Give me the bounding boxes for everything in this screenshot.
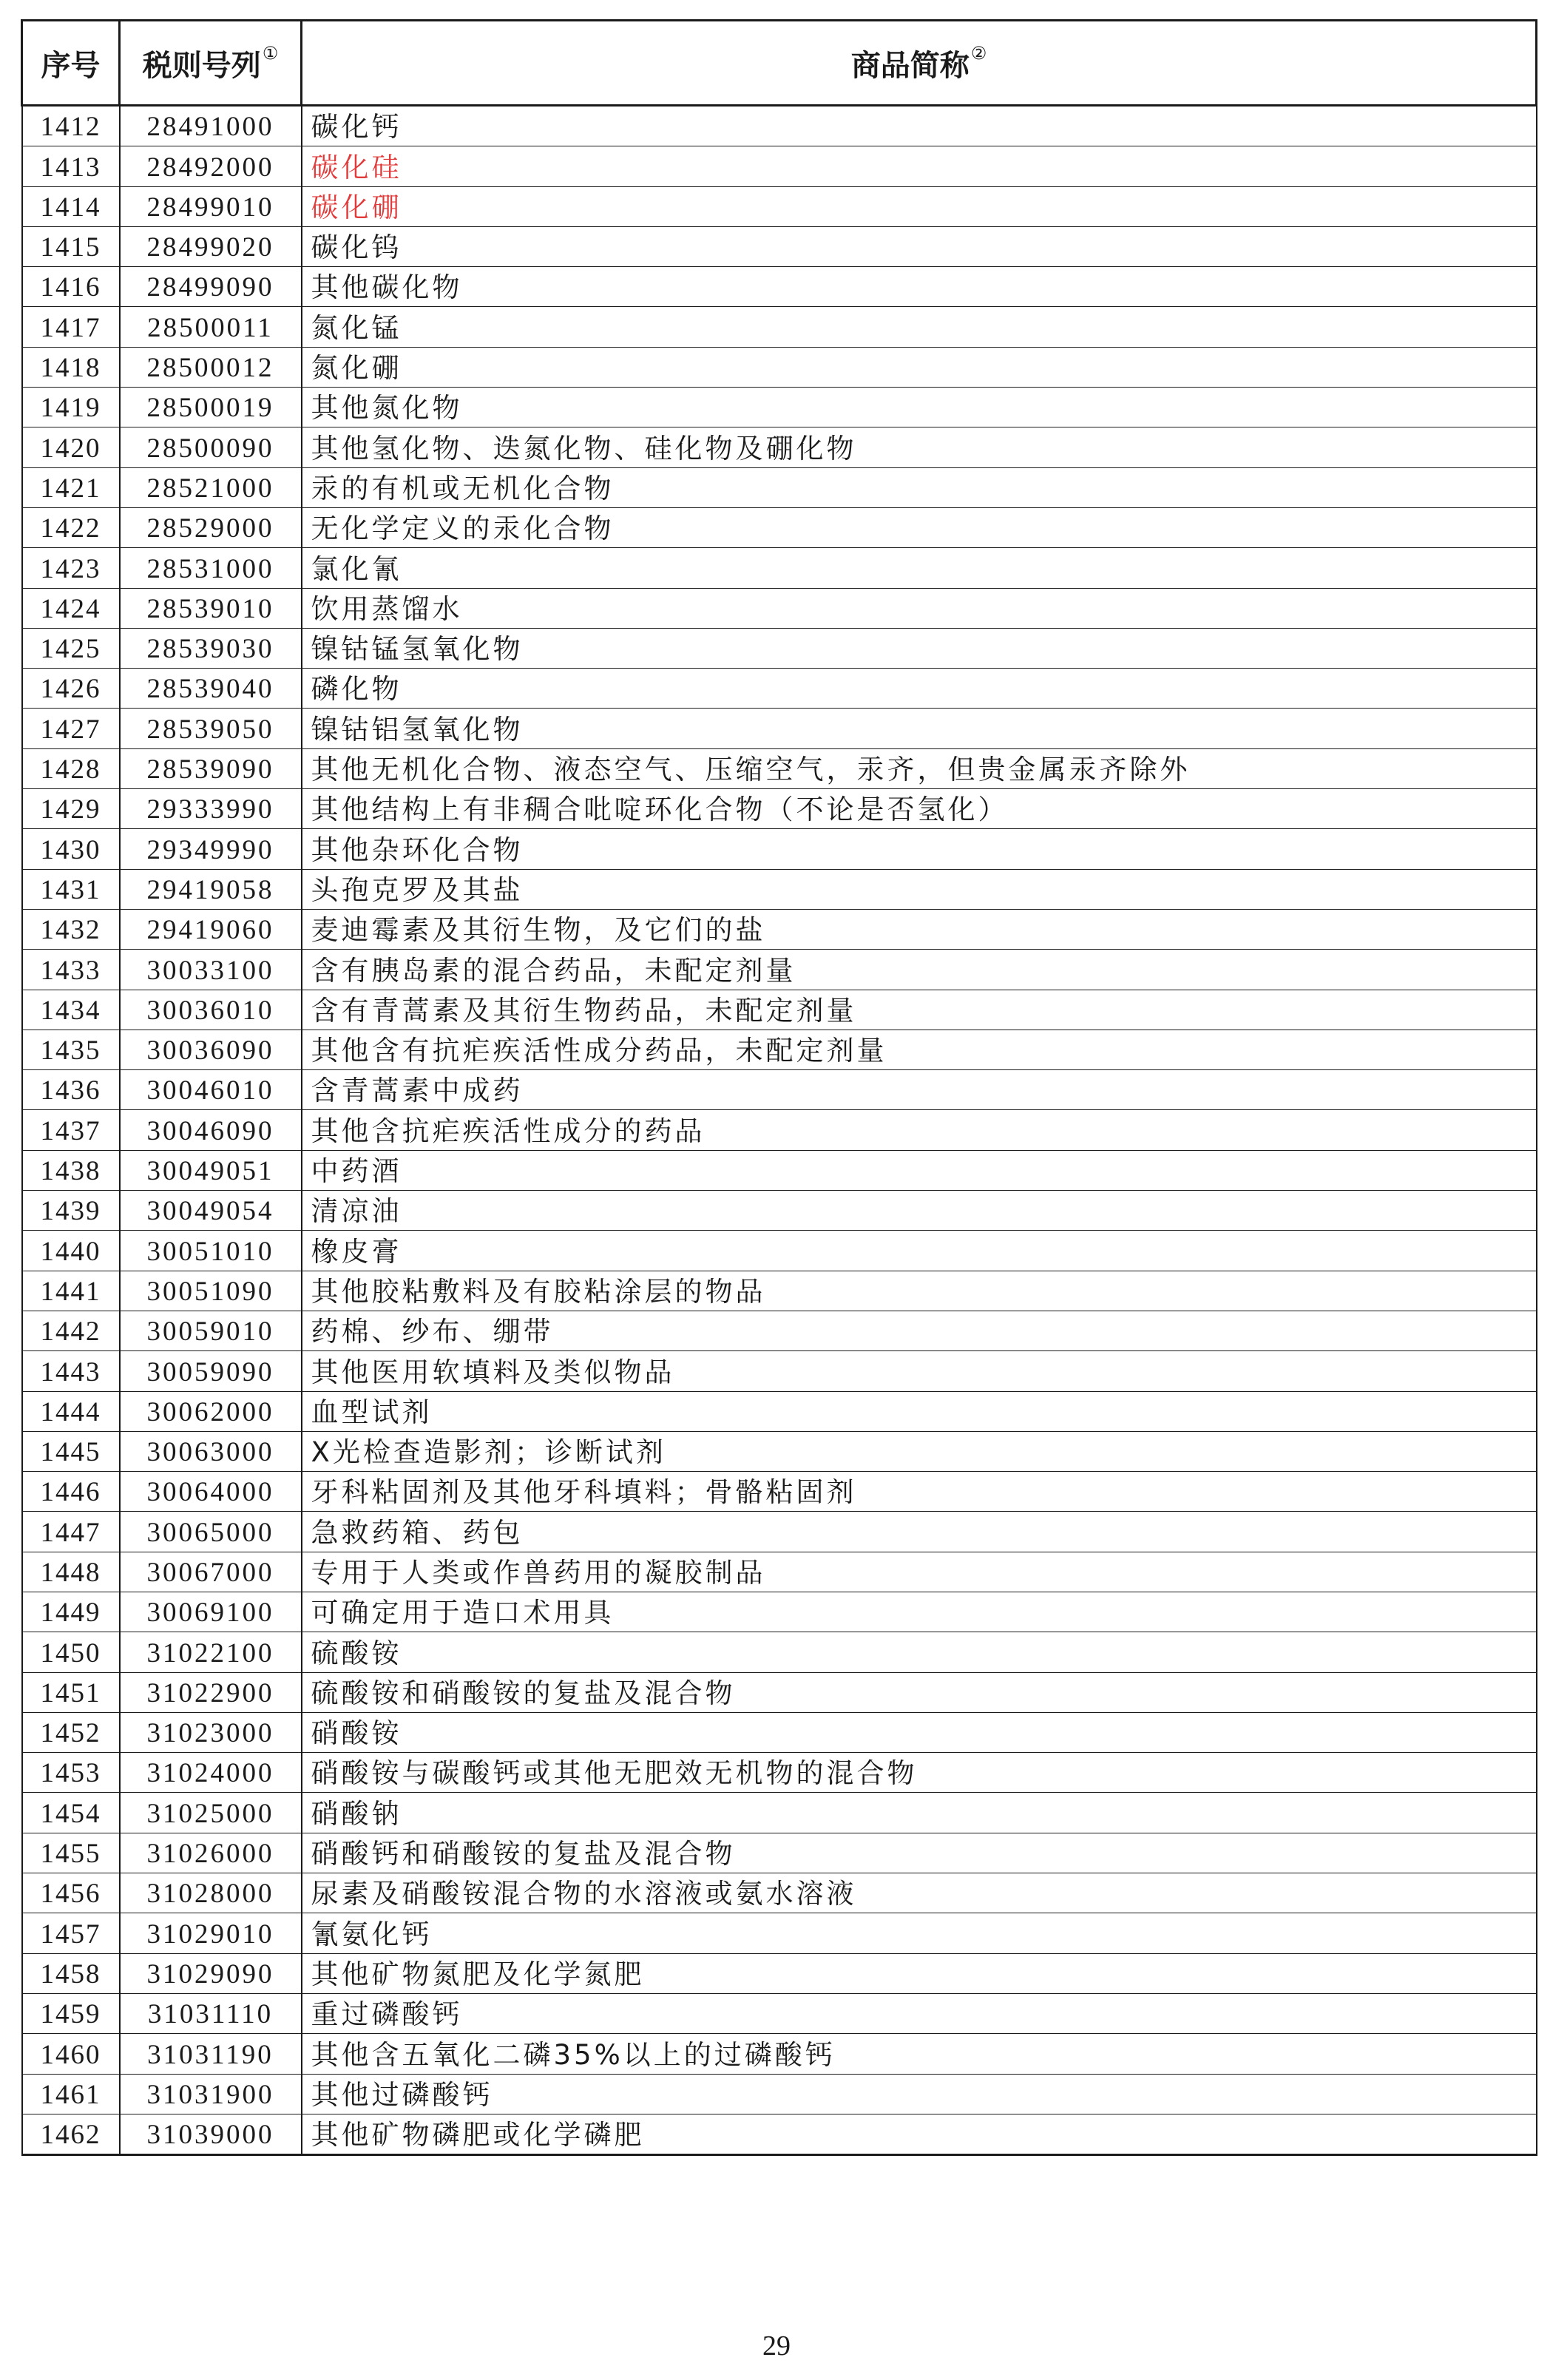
row-code-cell: 28499090 [120,267,302,307]
row-seq-cell: 1414 [22,186,120,226]
row-code-cell: 28539050 [120,709,302,748]
row-code-cell: 30069100 [120,1592,302,1632]
table-row [22,829,1537,869]
table-row [22,628,1537,668]
row-seq-cell: 1442 [22,1311,120,1350]
row-seq-cell: 1453 [22,1753,120,1793]
row-seq-cell: 1431 [22,869,120,909]
row-name-cell: X光检查造影剂；诊断试剂 [302,1431,1537,1471]
table-row [22,1391,1537,1431]
row-name-cell: 饮用蒸馏水 [302,588,1537,628]
row-name-cell: 无化学定义的汞化合物 [302,507,1537,547]
row-seq-cell: 1457 [22,1913,120,1953]
row-seq-cell: 1422 [22,507,120,547]
row-code-cell: 28499010 [120,186,302,226]
row-code-cell: 31039000 [120,2114,302,2154]
table-row [22,1311,1537,1350]
row-code-cell: 31022100 [120,1632,302,1672]
header-name-footnote-mark: ② [970,42,987,64]
table-row [22,1512,1537,1552]
row-name-cell: 氮化锰 [302,307,1537,347]
row-name-cell: 硝酸钙和硝酸铵的复盐及混合物 [302,1833,1537,1873]
row-seq-cell: 1419 [22,388,120,427]
row-seq-cell: 1429 [22,789,120,829]
row-code-cell: 30067000 [120,1552,302,1592]
table-row [22,1712,1537,1752]
row-seq-cell: 1461 [22,2074,120,2114]
table-row [22,1552,1537,1592]
table-row [22,2034,1537,2074]
row-code-cell: 30036010 [120,990,302,1030]
header-name-label: 商品简称 [850,48,970,83]
table-row [22,869,1537,909]
row-code-cell: 30065000 [120,1512,302,1552]
row-seq-cell: 1443 [22,1351,120,1391]
row-code-cell: 30033100 [120,950,302,990]
row-code-cell: 31024000 [120,1753,302,1793]
table-row [22,186,1537,226]
row-name-cell: 其他过磷酸钙 [302,2074,1537,2114]
row-name-cell: 其他含抗疟疾活性成分的药品 [302,1110,1537,1150]
table-row [22,1953,1537,1993]
row-code-cell: 31023000 [120,1712,302,1752]
row-code-cell: 29333990 [120,789,302,829]
row-name-cell: 磷化物 [302,669,1537,709]
row-seq-cell: 1427 [22,709,120,748]
row-seq-cell: 1445 [22,1431,120,1471]
row-seq-cell: 1430 [22,829,120,869]
row-seq-cell: 1426 [22,669,120,709]
row-name-cell: 可确定用于造口术用具 [302,1592,1537,1632]
row-seq-cell: 1462 [22,2114,120,2154]
row-seq-cell: 1455 [22,1833,120,1873]
row-name-cell: 橡皮膏 [302,1231,1537,1271]
table-row [22,588,1537,628]
table-row [22,1271,1537,1311]
row-seq-cell: 1420 [22,427,120,467]
table-row [22,1231,1537,1271]
row-name-cell: 含有胰岛素的混合药品，未配定剂量 [302,950,1537,990]
table-row [22,1873,1537,1913]
row-code-cell: 30036090 [120,1030,302,1069]
row-seq-cell: 1447 [22,1512,120,1552]
table-row [22,1431,1537,1471]
row-name-cell: 其他碳化物 [302,267,1537,307]
row-name-cell: 汞的有机或无机化合物 [302,467,1537,507]
row-seq-cell: 1421 [22,467,120,507]
row-name-cell: 碳化硅 [302,146,1537,186]
row-code-cell: 31029090 [120,1953,302,1993]
table-row [22,1030,1537,1069]
table-row [22,267,1537,307]
table-row [22,2074,1537,2114]
header-name [302,21,1537,106]
row-code-cell: 31029010 [120,1913,302,1953]
table-row [22,548,1537,588]
row-name-cell: 牙科粘固剂及其他牙科填料；骨骼粘固剂 [302,1472,1537,1512]
commodity-table [21,19,1537,2156]
table-row [22,1632,1537,1672]
header-seq-label: 序号 [41,48,101,83]
row-code-cell: 28521000 [120,467,302,507]
row-code-cell: 28539090 [120,748,302,788]
row-name-cell: 其他氢化物、迭氮化物、硅化物及硼化物 [302,427,1537,467]
table-row [22,1150,1537,1190]
row-seq-cell: 1439 [22,1191,120,1231]
table-row [22,226,1537,266]
row-code-cell: 28491000 [120,106,302,146]
row-name-cell: 药棉、纱布、绷带 [302,1311,1537,1350]
row-seq-cell: 1446 [22,1472,120,1512]
row-name-cell: 血型试剂 [302,1391,1537,1431]
row-name-cell: 头孢克罗及其盐 [302,869,1537,909]
row-code-cell: 28500011 [120,307,302,347]
row-code-cell: 28499020 [120,226,302,266]
row-code-cell: 28500012 [120,347,302,387]
row-name-cell: 其他结构上有非稠合吡啶环化合物（不论是否氢化） [302,789,1537,829]
table-row [22,1351,1537,1391]
row-name-cell: 碳化钨 [302,226,1537,266]
row-seq-cell: 1459 [22,1993,120,2033]
row-name-cell: 专用于人类或作兽药用的凝胶制品 [302,1552,1537,1592]
row-code-cell: 28500019 [120,388,302,427]
row-name-cell: 碳化钙 [302,106,1537,146]
row-name-cell: 碳化硼 [302,186,1537,226]
row-name-cell: 其他含五氧化二磷35%以上的过磷酸钙 [302,2034,1537,2074]
row-code-cell: 28531000 [120,548,302,588]
row-name-cell: 硫酸铵和硝酸铵的复盐及混合物 [302,1672,1537,1712]
row-code-cell: 30046010 [120,1070,302,1110]
row-seq-cell: 1434 [22,990,120,1030]
row-name-cell: 其他胶粘敷料及有胶粘涂层的物品 [302,1271,1537,1311]
table-row [22,950,1537,990]
row-name-cell: 其他氮化物 [302,388,1537,427]
row-seq-cell: 1454 [22,1793,120,1833]
row-seq-cell: 1433 [22,950,120,990]
table-row [22,427,1537,467]
table-row [22,347,1537,387]
row-seq-cell: 1435 [22,1030,120,1069]
table-row [22,789,1537,829]
row-code-cell: 31025000 [120,1793,302,1833]
table-row [22,146,1537,186]
row-code-cell: 31026000 [120,1833,302,1873]
row-code-cell: 30063000 [120,1431,302,1471]
row-name-cell: 含有青蒿素及其衍生物药品，未配定剂量 [302,990,1537,1030]
row-code-cell: 29419058 [120,869,302,909]
row-seq-cell: 1456 [22,1873,120,1913]
row-seq-cell: 1412 [22,106,120,146]
row-code-cell: 28492000 [120,146,302,186]
row-name-cell: 清凉油 [302,1191,1537,1231]
row-code-cell: 30046090 [120,1110,302,1150]
row-code-cell: 28539010 [120,588,302,628]
row-name-cell: 重过磷酸钙 [302,1993,1537,2033]
row-code-cell: 29419060 [120,909,302,949]
table-row [22,467,1537,507]
table-row [22,1191,1537,1231]
header-code-label: 税则号列 [142,48,261,83]
row-code-cell: 28539040 [120,669,302,709]
table-row [22,669,1537,709]
row-seq-cell: 1436 [22,1070,120,1110]
table-row [22,1592,1537,1632]
row-name-cell: 硫酸铵 [302,1632,1537,1672]
row-code-cell: 31022900 [120,1672,302,1712]
row-name-cell: 氯化氰 [302,548,1537,588]
row-name-cell: 氮化硼 [302,347,1537,387]
row-seq-cell: 1460 [22,2034,120,2074]
table-body [22,106,1537,2155]
row-seq-cell: 1449 [22,1592,120,1632]
row-seq-cell: 1450 [22,1632,120,1672]
row-name-cell: 急救药箱、药包 [302,1512,1537,1552]
row-name-cell: 氰氨化钙 [302,1913,1537,1953]
row-code-cell: 30064000 [120,1472,302,1512]
table-row [22,990,1537,1030]
row-seq-cell: 1441 [22,1271,120,1311]
row-code-cell: 30049051 [120,1150,302,1190]
table-row [22,1472,1537,1512]
row-code-cell: 30059090 [120,1351,302,1391]
row-name-cell: 中药酒 [302,1150,1537,1190]
row-name-cell: 镍钴锰氢氧化物 [302,628,1537,668]
row-name-cell: 其他含有抗疟疾活性成分药品，未配定剂量 [302,1030,1537,1069]
row-seq-cell: 1432 [22,909,120,949]
table-row [22,748,1537,788]
row-name-cell: 含青蒿素中成药 [302,1070,1537,1110]
row-seq-cell: 1428 [22,748,120,788]
row-seq-cell: 1448 [22,1552,120,1592]
row-seq-cell: 1437 [22,1110,120,1150]
table-row [22,1753,1537,1793]
row-seq-cell: 1418 [22,347,120,387]
row-name-cell: 硝酸铵 [302,1712,1537,1752]
row-code-cell: 31028000 [120,1873,302,1913]
row-seq-cell: 1424 [22,588,120,628]
row-code-cell: 29349990 [120,829,302,869]
row-seq-cell: 1416 [22,267,120,307]
row-code-cell: 30051010 [120,1231,302,1271]
row-code-cell: 31031900 [120,2074,302,2114]
row-seq-cell: 1423 [22,548,120,588]
table-row [22,507,1537,547]
row-code-cell: 30049054 [120,1191,302,1231]
row-seq-cell: 1417 [22,307,120,347]
table-row [22,388,1537,427]
row-seq-cell: 1425 [22,628,120,668]
row-code-cell: 28500090 [120,427,302,467]
row-seq-cell: 1451 [22,1672,120,1712]
table-header-row [22,21,1537,106]
row-code-cell: 31031110 [120,1993,302,2033]
page-number: 29 [762,2330,791,2362]
row-seq-cell: 1440 [22,1231,120,1271]
row-name-cell: 其他无机化合物、液态空气、压缩空气，汞齐，但贵金属汞齐除外 [302,748,1537,788]
table-row [22,1672,1537,1712]
table-row [22,106,1537,146]
row-code-cell: 28529000 [120,507,302,547]
row-name-cell: 硝酸铵与碳酸钙或其他无肥效无机物的混合物 [302,1753,1537,1793]
table-row [22,909,1537,949]
row-code-cell: 31031190 [120,2034,302,2074]
row-name-cell: 麦迪霉素及其衍生物，及它们的盐 [302,909,1537,949]
header-seq [22,21,120,106]
row-seq-cell: 1413 [22,146,120,186]
header-code-footnote-mark: ① [262,42,279,64]
table-row [22,1070,1537,1110]
row-name-cell: 其他医用软填料及类似物品 [302,1351,1537,1391]
row-code-cell: 30062000 [120,1391,302,1431]
row-seq-cell: 1438 [22,1150,120,1190]
table-row [22,1833,1537,1873]
row-code-cell: 28539030 [120,628,302,668]
row-name-cell: 其他杂环化合物 [302,829,1537,869]
row-name-cell: 尿素及硝酸铵混合物的水溶液或氨水溶液 [302,1873,1537,1913]
table-row [22,1110,1537,1150]
table-row [22,1993,1537,2033]
table-row [22,709,1537,748]
table-row [22,2114,1537,2154]
table-row [22,1913,1537,1953]
row-name-cell: 硝酸钠 [302,1793,1537,1833]
row-name-cell: 其他矿物氮肥及化学氮肥 [302,1953,1537,1993]
row-code-cell: 30051090 [120,1271,302,1311]
row-name-cell: 其他矿物磷肥或化学磷肥 [302,2114,1537,2154]
header-code [120,21,302,106]
row-seq-cell: 1452 [22,1712,120,1752]
row-code-cell: 30059010 [120,1311,302,1350]
row-seq-cell: 1415 [22,226,120,266]
row-seq-cell: 1444 [22,1391,120,1431]
row-name-cell: 镍钴铝氢氧化物 [302,709,1537,748]
table-row [22,1793,1537,1833]
row-seq-cell: 1458 [22,1953,120,1993]
table-row [22,307,1537,347]
